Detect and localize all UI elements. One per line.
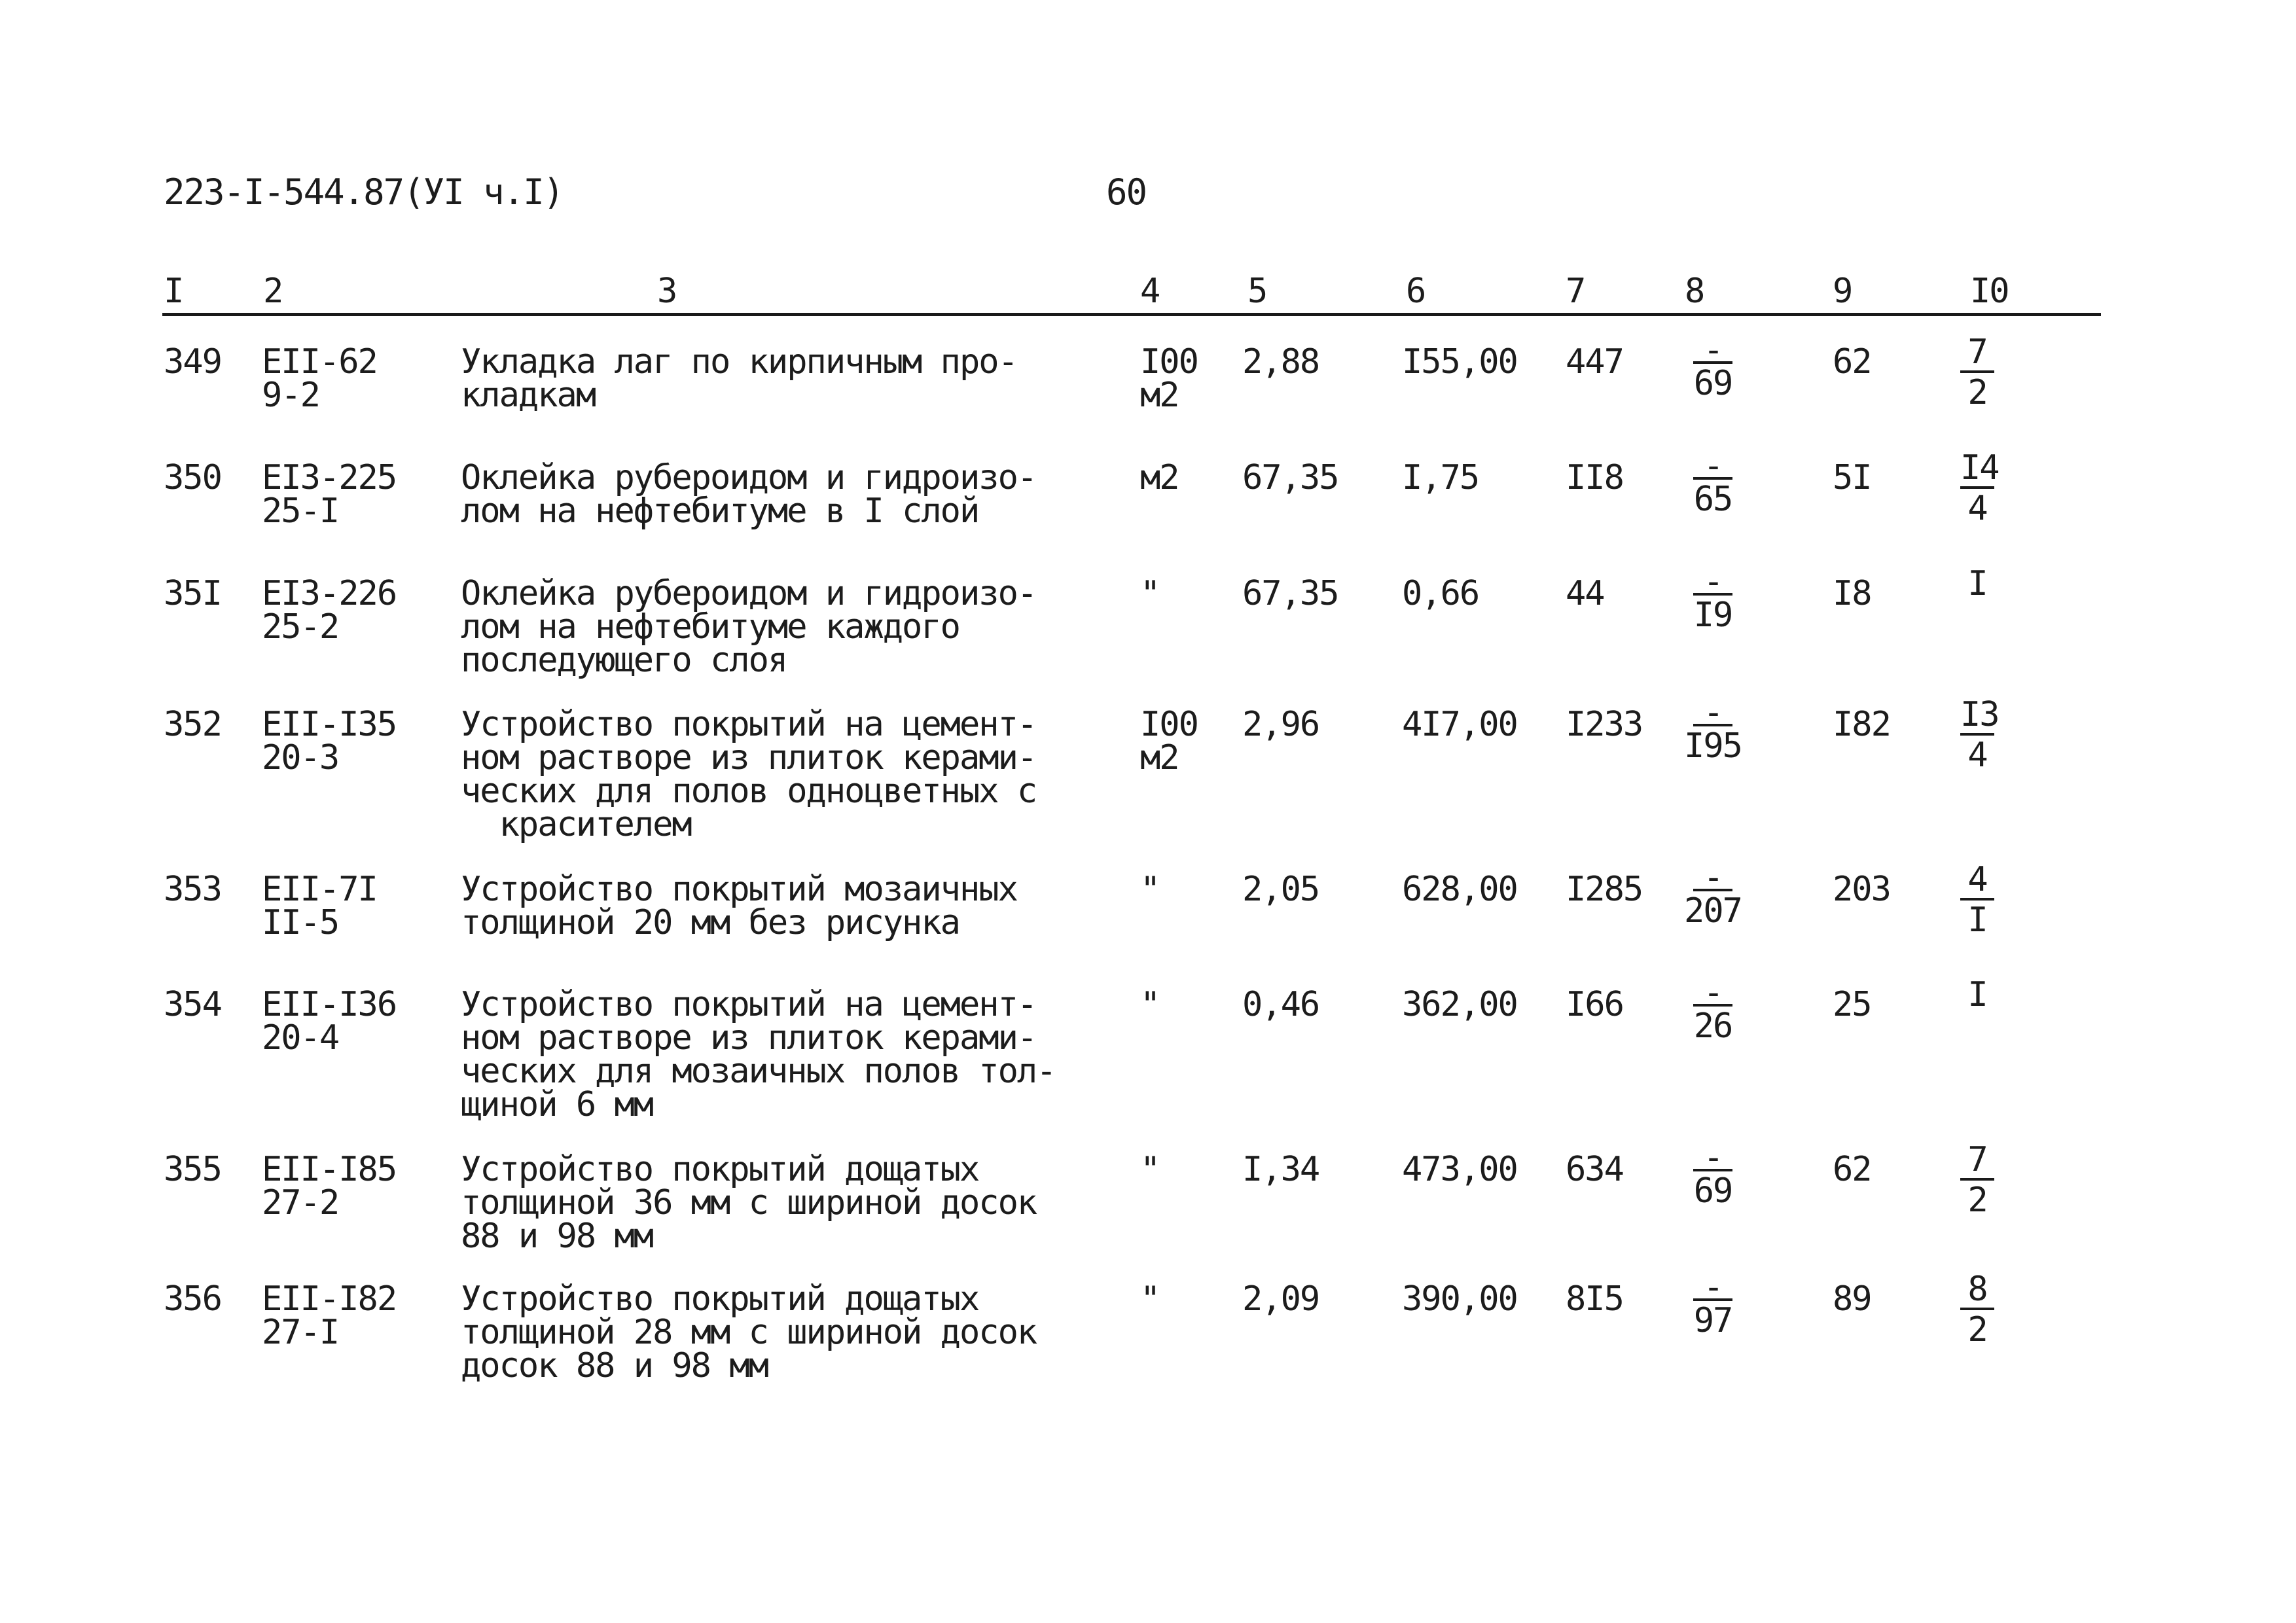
column-8-fraction bbox=[1677, 446, 1749, 519]
column-10-value bbox=[1954, 861, 2000, 940]
unit-of-measure: " bbox=[1140, 1150, 1160, 1189]
rate-code-sub: 9-2 bbox=[262, 376, 319, 415]
quantity: I,34 bbox=[1242, 1150, 1319, 1189]
row-number: 354 bbox=[164, 985, 221, 1024]
rate-code: EI3-226 bbox=[262, 574, 397, 613]
column-header-4: 4 bbox=[1140, 272, 1160, 311]
column-10-value bbox=[1954, 334, 2000, 412]
column-9-value: 62 bbox=[1833, 342, 1871, 382]
unit-of-measure: I00 м2 bbox=[1140, 705, 1198, 777]
column-8-fraction bbox=[1677, 858, 1749, 931]
column-9-value: I8 bbox=[1833, 574, 1871, 613]
row-number: 349 bbox=[164, 342, 221, 382]
unit-price: I55,00 bbox=[1402, 342, 1517, 382]
column-8-fraction bbox=[1677, 1268, 1749, 1340]
column-9-value: 62 bbox=[1833, 1150, 1871, 1189]
row-number: 352 bbox=[164, 705, 221, 744]
rate-code-sub: 25-I bbox=[262, 491, 339, 531]
column-10-value bbox=[1954, 450, 2000, 528]
unit-price: 362,00 bbox=[1402, 985, 1517, 1024]
column-header-2: 2 bbox=[263, 272, 283, 311]
row-number: 353 bbox=[164, 870, 221, 909]
column-header-9: 9 bbox=[1833, 272, 1852, 311]
quantity: 67,35 bbox=[1242, 458, 1338, 497]
rate-code-sub: 20-3 bbox=[262, 738, 339, 777]
quantity: 2,96 bbox=[1242, 705, 1319, 744]
quantity: 2,05 bbox=[1242, 870, 1319, 909]
column-header-1: I bbox=[164, 272, 183, 311]
rate-code: EI3-225 bbox=[262, 458, 397, 497]
column-8-top: - bbox=[1693, 571, 1732, 596]
quantity: 2,09 bbox=[1242, 1279, 1319, 1319]
column-10-top: I3 bbox=[1960, 695, 1999, 734]
column-10-bottom: 2 bbox=[1967, 1310, 1987, 1349]
total-cost: 8I5 bbox=[1566, 1279, 1623, 1319]
column-8-bottom: 69 bbox=[1693, 1171, 1732, 1211]
column-8-top: - bbox=[1693, 339, 1732, 364]
total-cost: 634 bbox=[1566, 1150, 1623, 1189]
column-10-value bbox=[1954, 565, 2000, 602]
rate-code: EII-62 bbox=[262, 342, 377, 382]
column-8-bottom: 65 bbox=[1693, 480, 1732, 519]
document-code: 223-I-544.87(УI ч.I) bbox=[164, 171, 564, 213]
column-10-top: 8 bbox=[1960, 1271, 1994, 1310]
unit-of-measure: м2 bbox=[1140, 458, 1179, 497]
column-8-top: - bbox=[1693, 455, 1732, 480]
column-header-10: I0 bbox=[1970, 272, 2009, 311]
unit-price: I,75 bbox=[1402, 458, 1479, 497]
unit-price: 473,00 bbox=[1402, 1150, 1517, 1189]
column-header-7: 7 bbox=[1566, 272, 1585, 311]
column-10-value bbox=[1954, 1271, 2000, 1349]
unit-price: 390,00 bbox=[1402, 1279, 1517, 1319]
rate-code-sub: II-5 bbox=[262, 903, 339, 942]
row-number: 35I bbox=[164, 574, 221, 613]
column-8-bottom: 69 bbox=[1693, 364, 1732, 403]
column-10-bottom: 2 bbox=[1967, 373, 1987, 412]
column-10-bottom: 4 bbox=[1967, 489, 1987, 528]
column-10-bottom: I bbox=[1967, 901, 1987, 940]
total-cost: 44 bbox=[1566, 574, 1604, 613]
column-9-value: 203 bbox=[1833, 870, 1890, 909]
column-10-value bbox=[1954, 976, 2000, 1013]
column-9-value: 25 bbox=[1833, 985, 1871, 1024]
column-header-3: 3 bbox=[657, 272, 677, 311]
page-number: 60 bbox=[1106, 171, 1147, 213]
column-9-value: 89 bbox=[1833, 1279, 1871, 1319]
unit-of-measure: I00 м2 bbox=[1140, 342, 1198, 415]
column-10-bottom: 2 bbox=[1967, 1181, 1987, 1220]
total-cost: II8 bbox=[1566, 458, 1623, 497]
row-number: 356 bbox=[164, 1279, 221, 1319]
work-description: Оклейка рубероидом и гидроизо- лом на нефтебитуме каждого последующего слоя bbox=[461, 574, 1037, 680]
column-8-top: - bbox=[1693, 1276, 1732, 1301]
quantity: 2,88 bbox=[1242, 342, 1319, 382]
unit-of-measure: " bbox=[1140, 574, 1160, 613]
total-cost: 447 bbox=[1566, 342, 1623, 382]
work-description: Оклейка рубероидом и гидроизо- лом на нефтебитуме в I слой bbox=[461, 458, 1037, 531]
column-header-8: 8 bbox=[1685, 272, 1704, 311]
column-8-fraction bbox=[1677, 973, 1749, 1046]
column-8-bottom: 97 bbox=[1693, 1301, 1732, 1340]
column-8-fraction bbox=[1677, 330, 1749, 403]
work-description: Устройство покрытий мозаичных толщиной 20 мм без рисунка bbox=[461, 870, 1017, 942]
column-8-fraction bbox=[1677, 693, 1749, 766]
unit-price: 0,66 bbox=[1402, 574, 1479, 613]
column-8-fraction bbox=[1677, 1138, 1749, 1211]
work-description: Устройство покрытий на цемент- ном растворе из плиток керами- ческих для мозаичных полов тол- щиной 6 мм bbox=[461, 985, 1056, 1124]
work-description: Укладка лаг по кирпичным про- кладкам bbox=[461, 342, 1017, 415]
unit-of-measure: " bbox=[1140, 1279, 1160, 1319]
column-10-top: I bbox=[1967, 564, 1987, 603]
unit-price: 4I7,00 bbox=[1402, 705, 1517, 744]
column-9-value: I82 bbox=[1833, 705, 1890, 744]
work-description: Устройство покрытий на цемент- ном растворе из плиток керами- ческих для полов одноцветных с красителем bbox=[461, 705, 1037, 844]
column-10-top: I bbox=[1967, 975, 1987, 1014]
rate-code-sub: 27-2 bbox=[262, 1183, 339, 1222]
work-description: Устройство покрытий дощатых толщиной 36 мм с шириной досок 88 и 98 мм bbox=[461, 1150, 1037, 1256]
column-8-top: - bbox=[1693, 1147, 1732, 1171]
column-8-fraction bbox=[1677, 562, 1749, 635]
rate-code: EII-I82 bbox=[262, 1279, 397, 1319]
column-8-top: - bbox=[1693, 866, 1732, 891]
unit-of-measure: " bbox=[1140, 985, 1160, 1024]
column-header-5: 5 bbox=[1247, 272, 1267, 311]
column-10-top: 7 bbox=[1960, 1141, 1994, 1181]
column-10-bottom: 4 bbox=[1967, 736, 1987, 775]
rate-code-sub: 20-4 bbox=[262, 1018, 339, 1058]
column-9-value: 5I bbox=[1833, 458, 1871, 497]
row-number: 355 bbox=[164, 1150, 221, 1189]
column-8-top: - bbox=[1693, 702, 1732, 726]
work-description: Устройство покрытий дощатых толщиной 28 мм с шириной досок досок 88 и 98 мм bbox=[461, 1279, 1037, 1385]
rate-code-sub: 25-2 bbox=[262, 607, 339, 647]
column-header-6: 6 bbox=[1406, 272, 1426, 311]
column-10-top: 4 bbox=[1960, 861, 1994, 901]
column-8-top: - bbox=[1693, 982, 1732, 1007]
column-8-bottom: 207 bbox=[1684, 891, 1742, 931]
column-10-value bbox=[1954, 696, 2000, 775]
unit-of-measure: " bbox=[1140, 870, 1160, 909]
header-rule bbox=[162, 313, 2101, 316]
column-10-top: I4 bbox=[1960, 448, 1999, 488]
quantity: 67,35 bbox=[1242, 574, 1338, 613]
rate-code: EII-I85 bbox=[262, 1150, 397, 1189]
rate-code: EII-7I bbox=[262, 870, 377, 909]
total-cost: I66 bbox=[1566, 985, 1623, 1024]
total-cost: I233 bbox=[1566, 705, 1643, 744]
table-header bbox=[0, 272, 2296, 311]
total-cost: I285 bbox=[1566, 870, 1643, 909]
row-number: 350 bbox=[164, 458, 221, 497]
column-8-bottom: I95 bbox=[1684, 726, 1742, 766]
rate-code-sub: 27-I bbox=[262, 1313, 339, 1352]
column-10-value bbox=[1954, 1141, 2000, 1220]
rate-code: EII-I35 bbox=[262, 705, 397, 744]
rate-code: EII-I36 bbox=[262, 985, 397, 1024]
column-8-bottom: 26 bbox=[1693, 1007, 1732, 1046]
column-8-bottom: I9 bbox=[1693, 596, 1732, 635]
unit-price: 628,00 bbox=[1402, 870, 1517, 909]
quantity: 0,46 bbox=[1242, 985, 1319, 1024]
column-10-top: 7 bbox=[1960, 334, 1994, 373]
